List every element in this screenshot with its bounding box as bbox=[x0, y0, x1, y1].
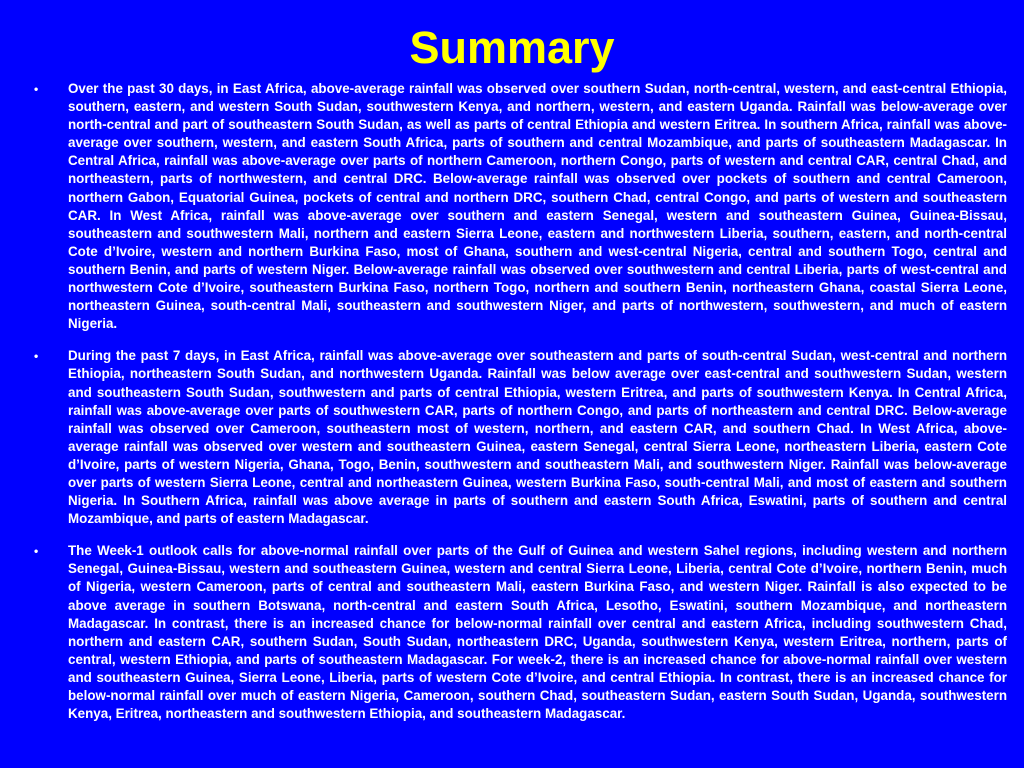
list-item bbox=[34, 80, 1007, 333]
bullet-list bbox=[0, 80, 1024, 737]
list-item bbox=[34, 347, 1007, 528]
bullet-icon: • bbox=[34, 544, 39, 559]
page-title: Summary bbox=[409, 22, 615, 73]
bullet-icon: • bbox=[34, 82, 39, 96]
bullet-icon: • bbox=[34, 349, 39, 364]
bullet-text-outlook: The Week-1 outlook calls for above-normal rainfall over parts of the Gulf of Guinea and western Sahel regions, including western and northern Senegal, Guinea-Bissau, western and southeastern Guinea, western and central Sierra Leone, Liberia, central Cote d’Ivoire, northern Benin, much of Nigeria, western Cameroon, parts of central and southeastern Mali, eastern Burkina Faso, and western Niger. Rainfall is also expected to be above average in southern Botswana, north-central and eastern South Africa, Lesotho, Eswatini, southern Mozambique, and northeastern Madagascar. In contrast, there is an increased chance for below-normal rainfall over central and eastern Africa, including southwestern Chad, northern and eastern CAR, southern Sudan, South Sudan, northeastern DRC, Uganda, southwestern Kenya, western Eritrea, northern, parts of central, western Ethiopia, and parts of southeastern Madagascar. For week-2, there is an increased chance for above-normal rainfall over western and southeastern Guinea, Sierra Leone, Liberia, parts of western Cote d’Ivoire, and central Ethiopia. In contrast, there is an increased chance for below-normal rainfall over much of eastern Nigeria, Cameroon, southern Chad, southeastern Sudan, eastern South Sudan, Uganda, southwestern Kenya, Eritrea, northeastern and southwestern Ethiopia, and southeastern Madagascar. bbox=[68, 543, 1007, 722]
bullet-text-30-day: Over the past 30 days, in East Africa, above-average rainfall was observed over southern Sudan, north-central, western, and east-central Ethiopia, southern, eastern, and western South Sudan, southwestern Kenya, and northern, western, and eastern Uganda. Rainfall was below-average over north-central and part of southeastern South Sudan, as well as parts of central Ethiopia and western Eritrea. In southern Africa, rainfall was above-average over southern, western, and eastern South Africa, parts of southern and central Mozambique, and parts of southeastern Madagascar. In Central Africa, rainfall was above-average over parts of northern Cameroon, northern Congo, parts of western and central CAR, central Chad, and northeastern, parts of northwestern, and central DRC. Below-average rainfall was observed over pockets of southern and central Cameroon, northern Gabon, Equatorial Guinea, pockets of central and northern DRC, southern Chad, central Congo, and parts of western and southeastern CAR. In West Africa, rainfall was above-average over southern and eastern Senegal, western and southeastern Guinea, Guinea-Bissau, southeastern and southwestern Mali, northern and eastern Sierra Leone, eastern and northwestern Liberia, southern, eastern, and north-central Cote d’Ivoire, western and northern Burkina Faso, most of Ghana, southern and west-central Nigeria, central and southern Togo, central and southern Benin, and parts of western Niger. Below-average rainfall was observed over southwestern and central Liberia, parts of west-central and northwestern Cote d’Ivoire, southeastern Burkina Faso, northern Togo, northern and southern Benin, northeastern Ghana, coastal Sierra Leone, northeastern Guinea, south-central Mali, southeastern and southwestern Niger, and parts of northwestern, southwestern, and much of eastern Nigeria. bbox=[68, 81, 1007, 332]
bullet-text-7-day: During the past 7 days, in East Africa, rainfall was above-average over southeastern and parts of south-central Sudan, west-central and northern Ethiopia, northeastern South Sudan, and northwestern Uganda. Rainfall was below average over east-central and southwestern Sudan, western and southeastern South Sudan, southwestern and parts of central Ethiopia, western Eritrea, and parts of southwestern Kenya. In Central Africa, rainfall was above-average over parts of southwestern CAR, parts of northern Congo, and parts of northeastern and central DRC. Below-average rainfall was observed over Cameroon, southeastern most of western, northern, and eastern CAR, and southern Chad. In West Africa, above-average rainfall was observed over western and southeastern Guinea, eastern Senegal, central Sierra Leone, northeastern Liberia, eastern Cote d’Ivoire, parts of western Nigeria, Ghana, Togo, Benin, southwestern and southeastern Mali, and southwestern Niger. Rainfall was below-average over parts of western Sierra Leone, central and northeastern Guinea, western Burkina Faso, south-central Mali, and most of eastern and southern Nigeria. In Southern Africa, rainfall was above average in parts of southern and eastern South Africa, Eswatini, parts of southern and central Mozambique, and parts of eastern Madagascar. bbox=[68, 348, 1007, 527]
list-item bbox=[34, 542, 1007, 723]
